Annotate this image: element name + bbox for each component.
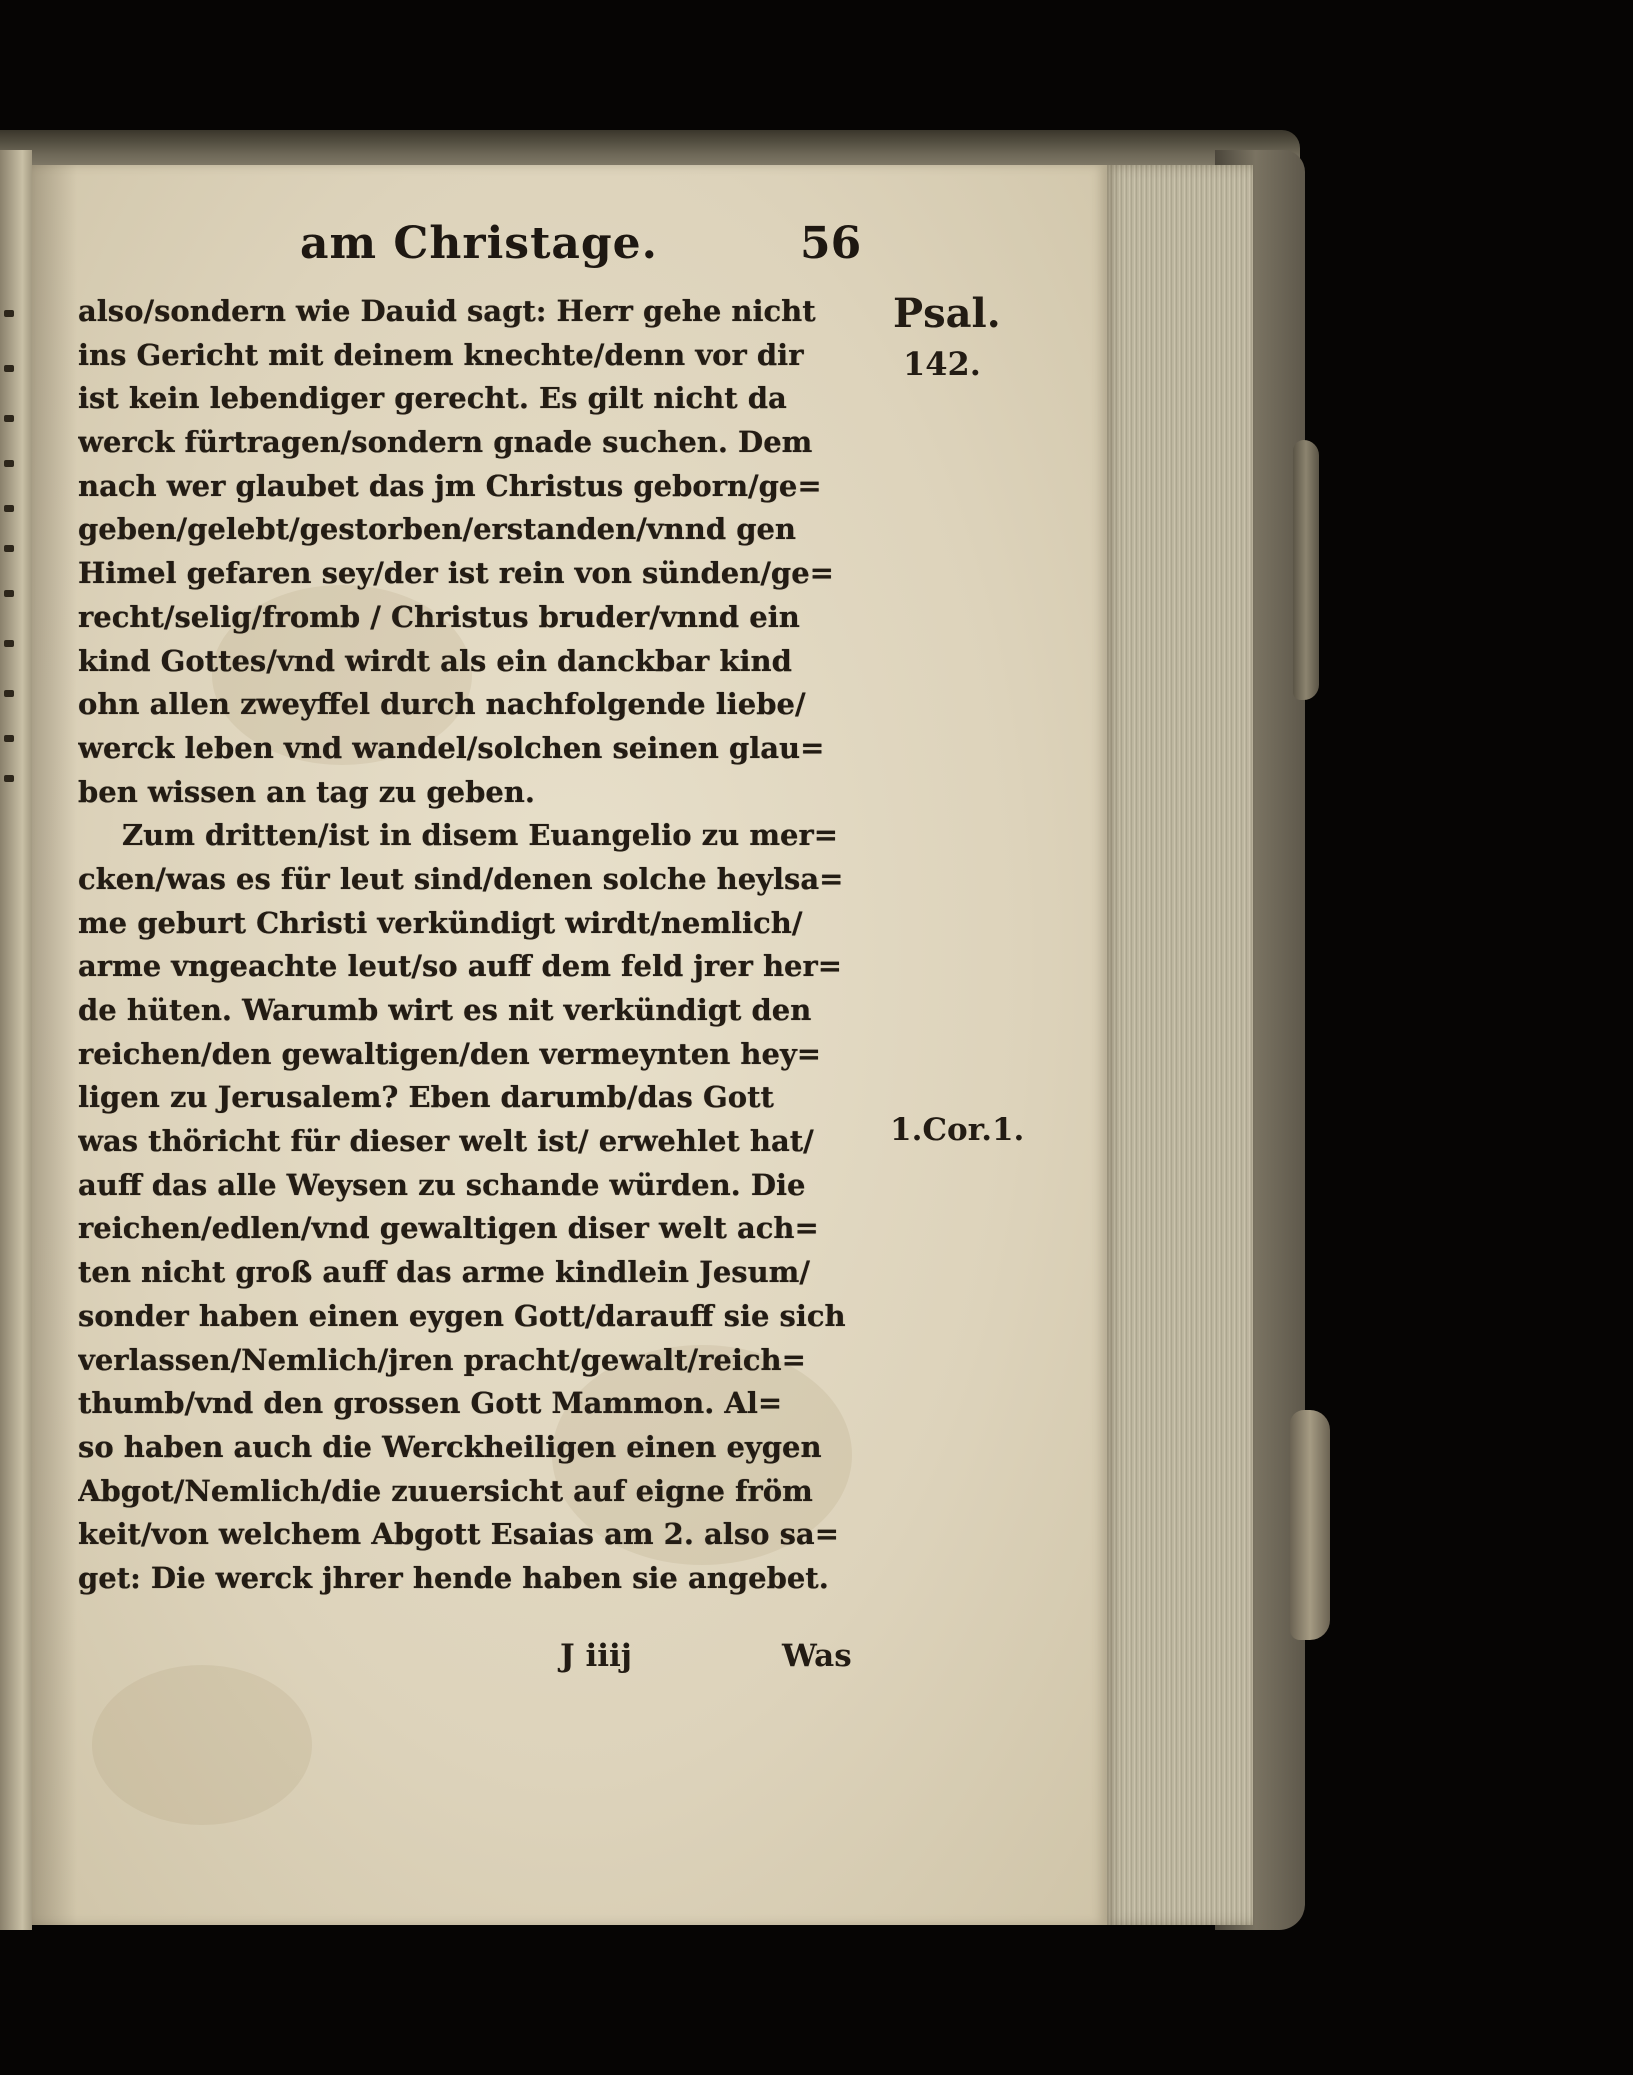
text-line: thumb/vnd den grossen Gott Mammon. Al= — [78, 1386, 783, 1421]
body-text — [78, 290, 878, 1601]
text-line: reichen/edlen/vnd gewaltigen diser welt ach= — [78, 1211, 819, 1246]
margin-note-psalm: Psal. — [893, 290, 1001, 337]
facing-page-edge — [0, 150, 32, 1930]
text-line: verlassen/Nemlich/jren pracht/gewalt/reich= — [78, 1342, 806, 1377]
facing-page-ink-mark — [4, 505, 14, 512]
cover-fragment-upper — [1293, 440, 1319, 700]
text-line: me geburt Christi verkündigt wirdt/nemlich/ — [78, 905, 803, 940]
text-line: get: Die werck jhrer hende haben sie angebet. — [78, 1560, 829, 1595]
facing-page-ink-mark — [4, 365, 14, 372]
text-line: ist kein lebendiger gerecht. Es gilt nicht da — [78, 381, 787, 416]
facing-page-ink-mark — [4, 545, 14, 552]
signature-mark: J iiij — [560, 1638, 633, 1674]
facing-page-ink-mark — [4, 640, 14, 647]
text-line: cken/was es für leut sind/denen solche heylsa= — [78, 861, 844, 896]
text-line: recht/selig/fromb / Christus bruder/vnnd ein — [78, 599, 800, 634]
text-line: de hüten. Warumb wirt es nit verkündigt den — [78, 993, 812, 1027]
facing-page-ink-mark — [4, 735, 14, 742]
paper-stain — [92, 1665, 312, 1825]
text-line: ben wissen an tag zu geben. — [78, 774, 535, 809]
text-line: sonder haben einen eygen Gott/darauff sie sich — [78, 1298, 846, 1333]
text-line: ligen zu Jerusalem? Eben darumb/das Gott — [78, 1080, 774, 1115]
text-line: was thöricht für dieser welt ist/ erwehlet hat/ — [78, 1124, 814, 1159]
text-line: also/sondern wie Dauid sagt: Herr gehe nicht — [78, 294, 816, 328]
text-line: so haben auch die Werckheiligen einen eygen — [78, 1429, 822, 1464]
text-line: werck fürtragen/sondern gnade suchen. Dem — [78, 425, 813, 460]
text-line: auff das alle Weysen zu schande würden. Die — [78, 1167, 806, 1202]
facing-page-ink-mark — [4, 690, 14, 697]
text-line: ten nicht groß auff das arme kindlein Jesum/ — [78, 1255, 810, 1290]
text-line: keit/von welchem Abgott Esaias am 2. also sa= — [78, 1517, 839, 1552]
text-line: kind Gottes/vnd wirdt als ein danckbar kind — [78, 643, 792, 678]
text-line: Himel gefaren sey/der ist rein von sünden/ge= — [78, 556, 834, 591]
text-line: Abgot/Nemlich/die zuuersicht auf eigne fröm — [78, 1473, 813, 1508]
page-number: 56 — [800, 218, 862, 269]
margin-note-psalm-number: 142. — [903, 345, 981, 383]
facing-page-ink-mark — [4, 775, 14, 782]
running-head: am Christage. — [300, 218, 658, 269]
text-line: nach wer glaubet das jm Christus geborn/ge= — [78, 468, 822, 503]
text-line: reichen/den gewaltigen/den vermeynten hey= — [78, 1036, 822, 1071]
text-line: geben/gelebt/gestorben/erstanden/vnnd gen — [78, 512, 797, 547]
facing-page-ink-mark — [4, 310, 14, 317]
text-line: ins Gericht mit deinem knechte/denn vor dir — [78, 337, 804, 372]
margin-note-corinthians: 1.Cor.1. — [890, 1112, 1025, 1148]
gutter-shadow — [32, 165, 77, 1925]
facing-page-ink-mark — [4, 415, 14, 422]
paragraph-start-line: Zum dritten/ist in disem Euangelio zu mer= — [122, 818, 839, 853]
cover-fragment-lower — [1290, 1410, 1330, 1640]
page-fore-edge — [1103, 165, 1253, 1925]
facing-page-ink-mark — [4, 590, 14, 597]
text-line: ohn allen zweyffel durch nachfolgende liebe/ — [78, 687, 806, 722]
text-line: arme vngeachte leut/so auff dem feld jrer her= — [78, 949, 843, 984]
facing-page-ink-mark — [4, 460, 14, 467]
catchword: Was — [782, 1638, 852, 1674]
text-line: werck leben vnd wandel/solchen seinen glau= — [78, 730, 825, 765]
book-cover-top-edge — [0, 130, 1300, 170]
